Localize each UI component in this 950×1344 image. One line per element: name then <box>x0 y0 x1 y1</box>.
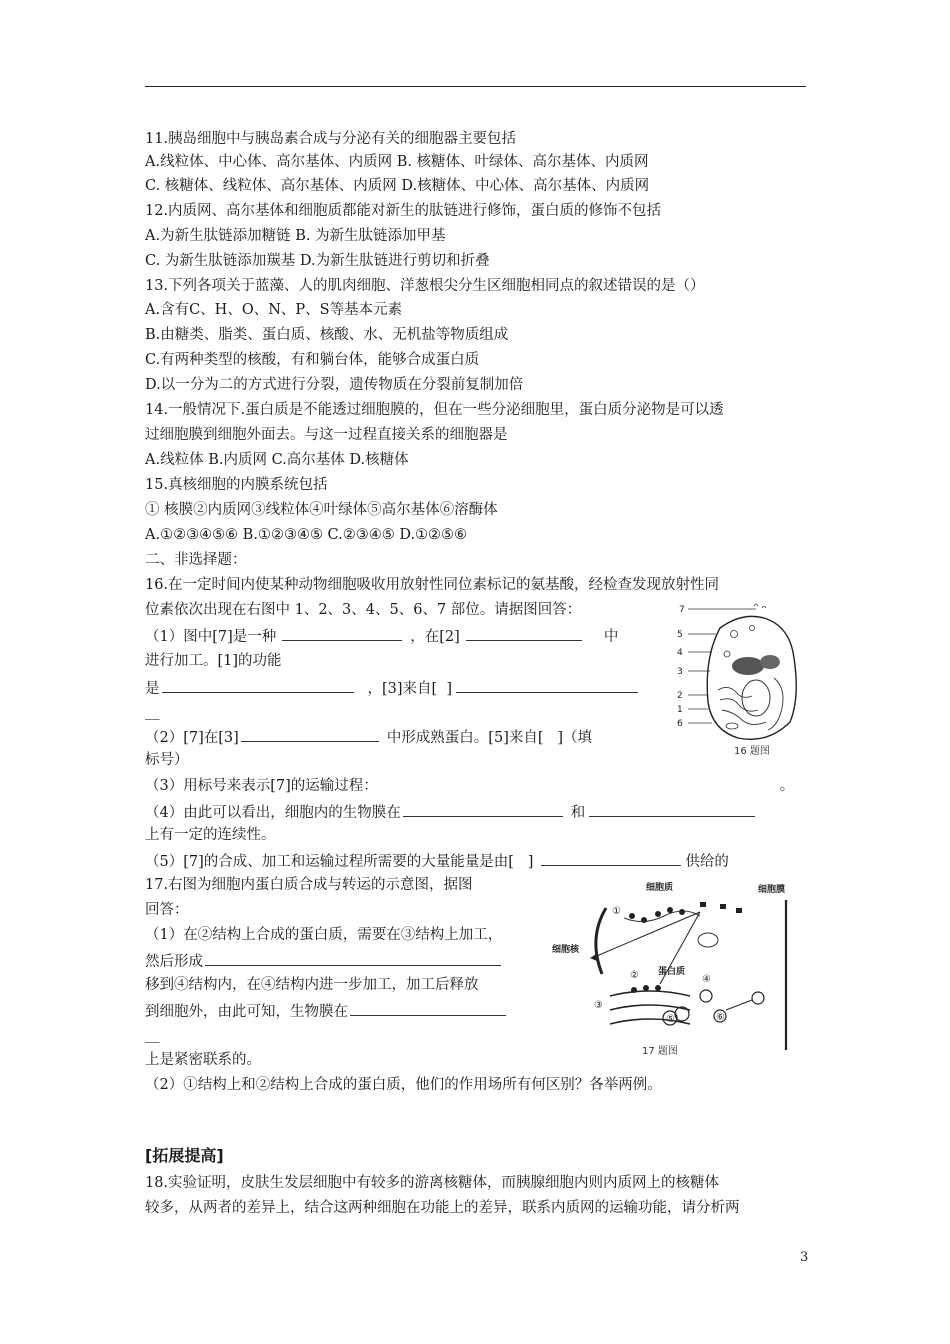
fig17-mark-1: ① <box>612 906 621 917</box>
q16-part1-text-a: （1）图中[7]是一种 <box>145 629 277 645</box>
fig16-golgi <box>732 657 764 675</box>
q17-stem-line2: 回答： <box>145 902 189 918</box>
fig17-label-membrane: 细胞膜 <box>758 885 786 895</box>
q17-part1-text-b: 到细胞外，由此可知，生物膜在 <box>145 1004 348 1020</box>
q17-part1-line3: 移到④结构内，在④结构内进一步加工，加工后释放 <box>145 977 479 993</box>
q16-part2-line2: 标号） <box>145 752 189 768</box>
q16-part1-text-e: 是 <box>145 681 160 697</box>
q13-option-d: D.以一分为二的方式进行分裂，遗传物质在分裂前复制加倍 <box>145 377 524 393</box>
q11-stem: 11.胰岛细胞中与胰岛素合成与分泌有关的细胞器主要包括 <box>145 131 517 147</box>
q14-stem-line1: 14.一般情况下.蛋白质是不能透过细胞膜的，但在一些分泌细胞里，蛋白质分泌物是可以透 <box>145 402 724 418</box>
q16-part3-text-b: 。 <box>779 778 795 794</box>
q17-part1-line1: （1）在②结构上合成的蛋白质，需要在③结构上加工， <box>145 927 503 943</box>
fig17-label-protein: 蛋白质 <box>658 967 686 977</box>
q13-option-a: A.含有C、H、O、N、P、S等基本元素 <box>145 302 403 318</box>
q17-part1-line4 <box>145 1000 506 1022</box>
q16-part4-line1 <box>145 801 755 823</box>
q11-options-cd: C. 核糖体、线粒体、高尔基体、内质网 D.核糖体、中心体、高尔基体、内质网 <box>145 178 650 194</box>
q13-option-b: B.由糖类、脂类、蛋白质、核酸、水、无机盐等物质组成 <box>145 327 509 343</box>
fig17-label-nucleus: 细胞核 <box>552 945 580 955</box>
q16-part3-line <box>145 776 794 796</box>
q16-part2-text-a: （2）[7]在[3] <box>145 730 239 746</box>
q13-option-c: C.有两种类型的核酸，有和躺台体，能够合成蛋白质 <box>145 352 480 368</box>
fig16-er <box>718 687 766 724</box>
q17-blank-membrane-aspect[interactable] <box>350 1000 506 1016</box>
q18-line2: 较多，从两者的差异上，结合这两种细胞在功能上的差异，联系内质网的运输功能，请分析两 <box>145 1200 740 1216</box>
q15-options: A.①②③④⑤⑥ B.①②③④⑤ C.②③④⑤ D.①②⑤⑥ <box>145 527 468 543</box>
section-nonchoice-heading: 二、非选择题： <box>145 552 247 568</box>
q16-part1-line3 <box>145 677 638 699</box>
q16-part1-text-b: ，在[2] <box>410 629 460 645</box>
q12-options-ab: A.为新生肽链添加糖链 B. 为新生肽链添加甲基 <box>145 228 446 244</box>
q17-part1-line2 <box>145 950 501 972</box>
q16-blank-structure-1[interactable] <box>403 801 563 817</box>
q15-items: ① 核膜②内质网③线粒体④叶绿体⑤高尔基体⑥溶酶体 <box>145 502 498 518</box>
q17-stem-line1: 17.右图为细胞内蛋白质合成与转运的示意图，据图 <box>145 877 473 893</box>
fig16-label-5: 5 <box>677 630 683 640</box>
q16-stem-line1: 16.在一定时间内使某种动物细胞吸收用放射性同位素标记的氨基酸，经检查发现放射性同 <box>145 577 720 593</box>
fig16-cell-membrane <box>707 616 796 739</box>
fig17-mark-4: ④ <box>702 974 711 985</box>
fig17-mitochondrion <box>698 933 718 947</box>
q16-part4-line2: 上有一定的连续性。 <box>145 827 276 843</box>
q17-part2-line: （2）①结构上和②结构上合成的蛋白质，他们的作用场所有何区别？各举两例。 <box>145 1077 662 1093</box>
q16-cell-figure <box>672 598 812 758</box>
fig16-label-1: 1 <box>677 705 683 715</box>
fig16-label-6: 6 <box>677 719 683 729</box>
q17-blank-vesicle[interactable] <box>205 950 501 966</box>
fig17-caption: 17 题图 <box>642 1046 678 1057</box>
q17-protein-figure <box>550 878 796 1062</box>
q16-part5-text-b: 供给的 <box>685 854 729 870</box>
q16-part2-line1 <box>145 726 592 748</box>
fig17-mark-2: ② <box>630 970 639 981</box>
fig16-caption: 16 题图 <box>734 746 770 757</box>
fig16-label-2: 2 <box>677 691 683 701</box>
q16-blank-7-type[interactable] <box>282 625 402 641</box>
q14-stem-line2: 过细胞膜到细胞外面去。与这一过程直接关系的细胞器是 <box>145 427 508 443</box>
q17-part1-line5: __ <box>145 1027 160 1043</box>
q16-part1-line1 <box>145 625 618 647</box>
q13-stem: 13.下列各项关于蓝藻、人的肌肉细胞、洋葱根尖分生区细胞相同点的叙述错误的是（） <box>145 278 705 294</box>
q17-part1-line6: 上是紧密联系的。 <box>145 1052 261 1068</box>
q16-blank-energy-source[interactable] <box>541 850 681 866</box>
fig17-mark-6: ⑥ <box>716 1012 725 1023</box>
q16-part1-line4: __ <box>145 704 160 720</box>
fig16-label-4: 4 <box>677 648 683 658</box>
fig16-label-7: 7 <box>679 605 685 615</box>
q16-part5-text-a: （5）[7]的合成、加工和运输过程所需要的大量能量是由[ ] <box>145 854 534 870</box>
q16-blank-function-2[interactable] <box>589 801 755 817</box>
fig17-mark-3: ③ <box>594 1000 603 1011</box>
q18-line1: 18.实验证明，皮肤生发层细胞中有较多的游离核糖体，而胰腺细胞内则内质网上的核糖体 <box>145 1175 720 1191</box>
q16-part1-line2: 进行加工。[1]的功能 <box>145 653 282 669</box>
fig17-mark-5: ⑤ <box>666 1014 675 1025</box>
fig17-label-cytoplasm: 细胞质 <box>646 883 674 893</box>
page-number: 3 <box>800 1250 809 1265</box>
q16-stem-line2: 位素依次出现在右图中 1、2、3、4、5、6、7 部位。请据图回答： <box>145 602 582 618</box>
q14-options: A.线粒体 B.内质网 C.高尔基体 D.核糖体 <box>145 452 409 468</box>
q12-options-cd: C. 为新生肽链添加羰基 D.为新生肽链进行剪切和折叠 <box>145 253 490 269</box>
q16-blank-1-function[interactable] <box>162 677 354 693</box>
q11-options-ab: A.线粒体、中心体、高尔基体、内质网 B. 核糖体、叶绿体、高尔基体、内质网 <box>145 154 649 170</box>
fig16-label-3: 3 <box>677 667 683 677</box>
q17-part1-text-a: 然后形成 <box>145 954 203 970</box>
q16-part5-line <box>145 850 729 872</box>
q12-stem: 12.内质网、高尔基体和细胞质都能对新生的肽链进行修饰，蛋白质的修饰不包括 <box>145 203 662 219</box>
q16-part1-text-c: 中 <box>603 629 619 645</box>
q16-part2-text-b: 中形成熟蛋白。[5]来自[ ]（填 <box>386 730 592 746</box>
q16-blank-3-maturation[interactable] <box>241 726 379 742</box>
q16-part1-text-f: ，[3]来自[ ] <box>367 681 453 697</box>
q16-part4-text-a: （4）由此可以看出，细胞内的生物膜在 <box>145 805 401 821</box>
fig17-nuclear-envelope <box>596 908 606 974</box>
q16-part3-text-a: （3）用标号来表示[7]的运输过程： <box>145 778 378 794</box>
q16-blank-3-origin[interactable] <box>456 677 638 693</box>
q16-part4-text-b: 和 <box>570 805 586 821</box>
section-extension-heading: [拓展提高] <box>145 1146 224 1165</box>
header-rule <box>145 86 806 87</box>
q16-blank-2-name[interactable] <box>466 625 582 641</box>
q15-stem: 15.真核细胞的内膜系统包括 <box>145 477 328 493</box>
fig17-rough-er <box>610 991 690 996</box>
